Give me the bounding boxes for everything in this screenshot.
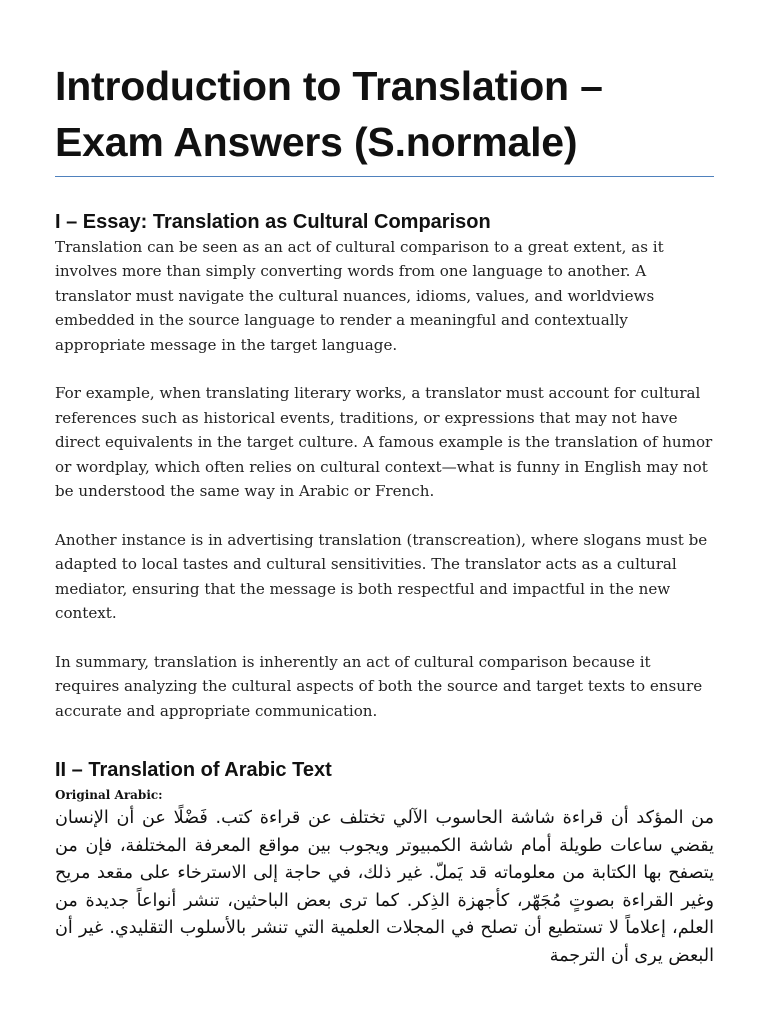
essay-paragraph: In summary, translation is inherently an act of cultural comparison because it requires analyzing the cultural aspects of both the source and target texts to ensure accurate and appropriate communication. <box>55 652 703 720</box>
essay-paragraph: Translation can be seen as an act of cultural comparison to a great extent, as it involves more than simply converting words from one language to another. A translator must navigate the cultural nuances, idioms, values, and worldviews embedded in the source language to render a meaningful and contextually appropriate message in the target language. <box>55 238 664 354</box>
arabic-source-text: من المؤكد أن قراءة شاشة الحاسوب الآلي تختلف عن قراءة كتب. فَضْلًا عن أن الإنسان يقضي ساعات طويلة أمام شاشة الكمبيوتر ويجوب بين مواقع المعرفة المختلفة، فإن من يتصفح بها الكتابة من معلوماته قد يَملّ. غير ذلك، في حاجة إلى الاسترخاء على مقعد مريح وغير القراءة بصوتٍ مُجَهّر، كأجهزة الذِكر. كما ترى بعض الباحثين، تنشر أنواعاً جديدة من العلم، إعلاماً لا تستطيع أن تصلح في المجلات العلمية التي تنشر بالأسلوب التقليدي. غير أن البعض يرى أن الترجمة <box>55 808 714 967</box>
essay-paragraph: For example, when translating literary works, a translator must account for cultural references such as historical events, traditions, or expressions that may not have direct equivalents in the target culture. A famous example is the translation of humor or wordplay, which often relies on cultural context—what is funny in English may not be understood the same way in Arabic or French. <box>55 384 713 501</box>
essay-paragraph: Another instance is in advertising translation (transcreation), where slogans must be adapted to local tastes and cultural sensitivities. The translator acts as a cultural mediator, ensuring that the message is both respectful and impactful in the new context. <box>55 530 708 623</box>
title-divider <box>55 176 714 177</box>
document-page <box>55 58 714 971</box>
section-heading-arabic: II – Translation of Arabic Text <box>55 759 332 782</box>
original-arabic-label: Original Arabic: <box>55 788 163 803</box>
document-title: Introduction to Translation – Exam Answers (S.normale) <box>55 63 603 165</box>
section-heading-essay: I – Essay: Translation as Cultural Comparison <box>55 211 491 233</box>
